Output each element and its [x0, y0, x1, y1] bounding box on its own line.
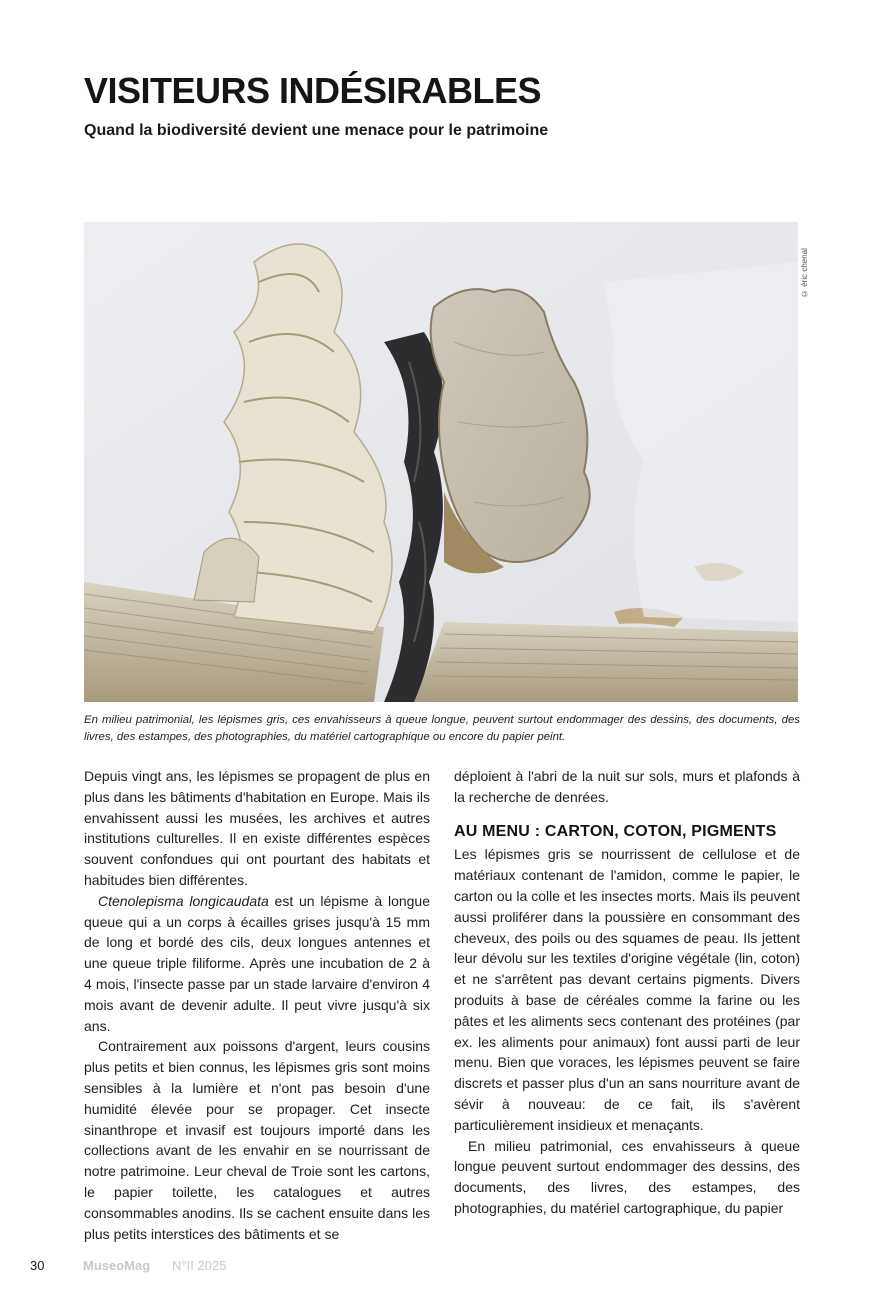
column-right: [454, 766, 800, 1219]
paragraph-diet: Les lépismes gris se nourrissent de cellulose et de matériaux contenant de l'amidon, comme le papier, le carton ou la colle et les insectes morts. Mais ils peuvent aussi proliférer dans la poussière en consommant des cheveux, des poils ou des squames de peau. Ils jettent leur dévolu sur les textiles d'origine végétale (lin, coton) et ne s'arrêtent pas devant certains pigments. Divers produits à base de céréales comme la farine ou les pâtes et les aliments secs contenant des protéines (par ex. les aliments pour animaux) font aussi parti de leur menu. Bien que voraces, les lépismes peuvent se faire discrets et passer plus d'un an sans nourriture avant de sévir à nouveau: de ce fait, ils s'avèrent particulièrement insidieux et menaçants.: [454, 846, 800, 1133]
paragraph-intro: Depuis vingt ans, les lépismes se propagent de plus en plus dans les bâtiments d'habitation en Europe. Mais ils envahissent aussi les musées, les archives et autres institutions culturelles. Il en existe différentes espèces souvent confondues qui ont pourtant des habitats et habitudes bien différentes.: [84, 768, 430, 888]
species-description: est un lépisme à longue queue qui a un corps à écailles grises jusqu'à 15 mm de long et bordé des cils, deux longues antennes et une queue triple filiforme. Après une incubation de 2 à 4 mois, l'insecte passe par un stade larvaire d'environ 4 mois avant de devenir adulte. Il peut vivre jusqu'à six ans.: [84, 892, 430, 1034]
issue-number: N°II 2025: [172, 1258, 227, 1273]
photo-caption: En milieu patrimonial, les lépismes gris, ces envahisseurs à queue longue, peuvent surtout endommager des dessins, des documents, des livres, des estampes, des photographies, du matériel cartographique ou encore du papier peint.: [84, 714, 800, 743]
article-title: VISITEURS INDÉSIRABLES: [84, 70, 542, 111]
paragraph-behaviour-continued: déploient à l'abri de la nuit sur sols, murs et plafonds à la recherche de denrées.: [454, 768, 800, 805]
column-left: [84, 766, 430, 1244]
magazine-name: MuseoMag: [83, 1258, 151, 1273]
paragraph-species: [84, 891, 430, 1037]
damaged-book-photo: [84, 222, 798, 702]
species-name: Ctenolepisma longicaudata: [98, 892, 269, 909]
paragraph-heritage: En milieu patrimonial, ces envahisseurs à queue longue peuvent surtout endommager des dessins, des documents, des livres, des estampes, des photographies, du matériel cartographique, du papier: [454, 1137, 800, 1216]
photo-credit: © éric chenal: [800, 248, 809, 298]
page-footer: [30, 1258, 227, 1273]
paragraph-behaviour: Contrairement aux poissons d'argent, leurs cousins plus petits et bien connus, les lépismes gris sont moins sensibles à la lumière et n'ont pas besoin d'une humidité élevée pour se propager. Cet insecte sinanthrope et invasif est toujours importé dans les collections avant de les envahir en se nourrissant de notre patrimoine. Leur cheval de Troie sont les cartons, le papier toilette, les catalogues et autres consommables anodins. Ils se cachent ensuite dans les plus petits interstices des bâtiments et se: [84, 1038, 430, 1242]
article-subtitle: Quand la biodiversité devient une menace pour le patrimoine: [84, 122, 549, 139]
page-number: 30: [30, 1258, 45, 1273]
section-heading: AU MENU : CARTON, COTON, PIGMENTS: [454, 822, 777, 840]
